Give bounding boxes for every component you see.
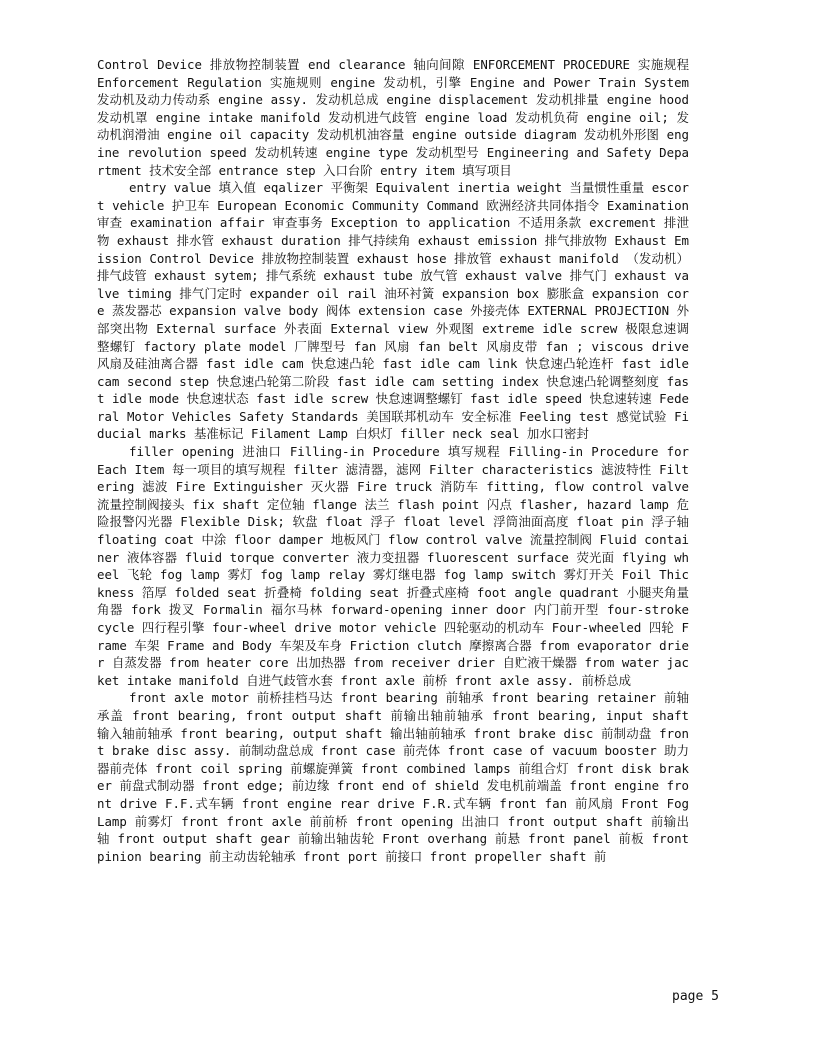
document-body (97, 56, 689, 865)
glossary-paragraph-1: Control Device 排放物控制装置 end clearance 轴向间隙 ENFORCEMENT PROCEDURE 实施规程 Enforcement Regulation 实施规则 engine 发动机，引擎 Engine and Power Train System 发动机及动力传动系 engine assy. 发动机总成 engine displacement 发动机排量 engine hood 发动机罩 engine intake manifold 发动机进气歧管 engine load 发动机负荷 engine oil; 发动机润滑油 engine oil capacity 发动机机油容量 engine outside diagram 发动机外形图 engine revolution speed 发动机转速 engine type 发动机型号 Engineering and Safety Department 技术安全部 entrance step 入口台阶 entry item 填写项目 (97, 57, 689, 178)
glossary-paragraph-3: filler opening 进油口 Filling-in Procedure 填写规程 Filling-in Procedure for Each Item 每一项目的填写规程 filter 滤清器，滤网 Filter characteristics 滤波特性 Filtering 滤波 Fire Extinguisher 灭火器 Fire truck 消防车 fitting, flow control valve 流量控制阀接头 fix shaft 定位轴 flange 法兰 flash point 闪点 flasher, hazard lamp 危险报警闪光器 Flexible Disk; 软盘 float 浮子 float level 浮筒油面高度 float pin 浮子轴 floating coat 中涂 floor damper 地板风门 flow control valve 流量控制阀 Fluid container 液体容器 fluid torque converter 液力变扭器 fluorescent surface 荧光面 flying wheel 飞轮 fog lamp 雾灯 fog lamp relay 雾灯继电器 fog lamp switch 雾灯开关 Foil Thickness 箔厚 folded seat 折叠椅 folding seat 折叠式座椅 foot angle quadrant 小腿夹角量角器 fork 拨叉 Formalin 福尔马林 forward-opening inner door 内门前开型 four-stroke cycle 四行程引擎 four-wheel drive motor vehicle 四轮驱动的机动车 Four-wheeled 四轮 Frame 车架 Frame and Body 车架及车身 Friction clutch 摩擦离合器 from evaporator drier 自蒸发器 from heater core 出加热器 from receiver drier 自贮液干燥器 from water jacket intake manifold 自进气歧管水套 front axle 前桥 front axle assy. 前桥总成 (97, 444, 689, 688)
glossary-paragraph-4: front axle motor 前桥挂档马达 front bearing 前轴承 front bearing retainer 前轴承盖 front bearing, front output shaft 前输出轴前轴承 front bearing, input shaft 输入轴前轴承 front bearing, output shaft 输出轴前轴承 front brake disc 前制动盘 front brake disc assy. 前制动盘总成 front case 前壳体 front case of vacuum booster 助力器前壳体 front coil spring 前螺旋弹簧 front combined lamps 前组合灯 front disk braker 前盘式制动器 front edge; 前边缘 front end of shield 发电机前端盖 front engine front drive F.F.式车辆 front engine rear drive F.R.式车辆 front fan 前风扇 Front Fog Lamp 前雾灯 front front axle 前前桥 front opening 出油口 front output shaft 前输出轴 front output shaft gear 前输出轴齿轮 Front overhang 前悬 front panel 前板 front pinion bearing 前主动齿轮轴承 front port 前接口 front propeller shaft 前 (97, 690, 689, 864)
page-number: page 5 (672, 989, 719, 1004)
glossary-paragraph-2: entry value 填入值 eqalizer 平衡架 Equivalent inertia weight 当量惯性重量 escort vehicle 护卫车 European Economic Community Command 欧洲经济共同体指令 Examination 审查 examination affair 审查事务 Exception to application 不适用条款 excrement 排泄物 exhaust 排水管 exhaust duration 排气持续角 exhaust emission 排气排放物 Exhaust Emission Control Device 排放物控制装置 exhaust hose 排放管 exhaust manifold （发动机）排气歧管 exhaust sytem; 排气系统 exhaust tube 放气管 exhaust valve 排气门 exhaust valve timing 排气门定时 expander oil rail 油环衬簧 expansion box 膨胀盒 expansion core 蒸发器芯 expansion valve body 阀体 extension case 外接壳体 EXTERNAL PROJECTION 外部突出物 External surface 外表面 External view 外观图 extreme idle screw 极限怠速调整螺钉 factory plate model 厂牌型号 fan 风扇 fan belt 风扇皮带 fan ; viscous drive 风扇及硅油离合器 fast idle cam 快怠速凸轮 fast idle cam link 快怠速凸轮连杆 fast idle cam second step 快怠速凸轮第二阶段 fast idle cam setting index 快怠速凸轮调整刻度 fast idle mode 快怠速状态 fast idle screw 快怠速调整螺钉 fast idle speed 快怠速转速 Federal Motor Vehicles Safety Standards 美国联邦机动车 安全标准 Feeling test 感觉试验 Fiducial marks 基准标记 Filament Lamp 白炽灯 filler neck seal 加水口密封 (97, 180, 689, 442)
